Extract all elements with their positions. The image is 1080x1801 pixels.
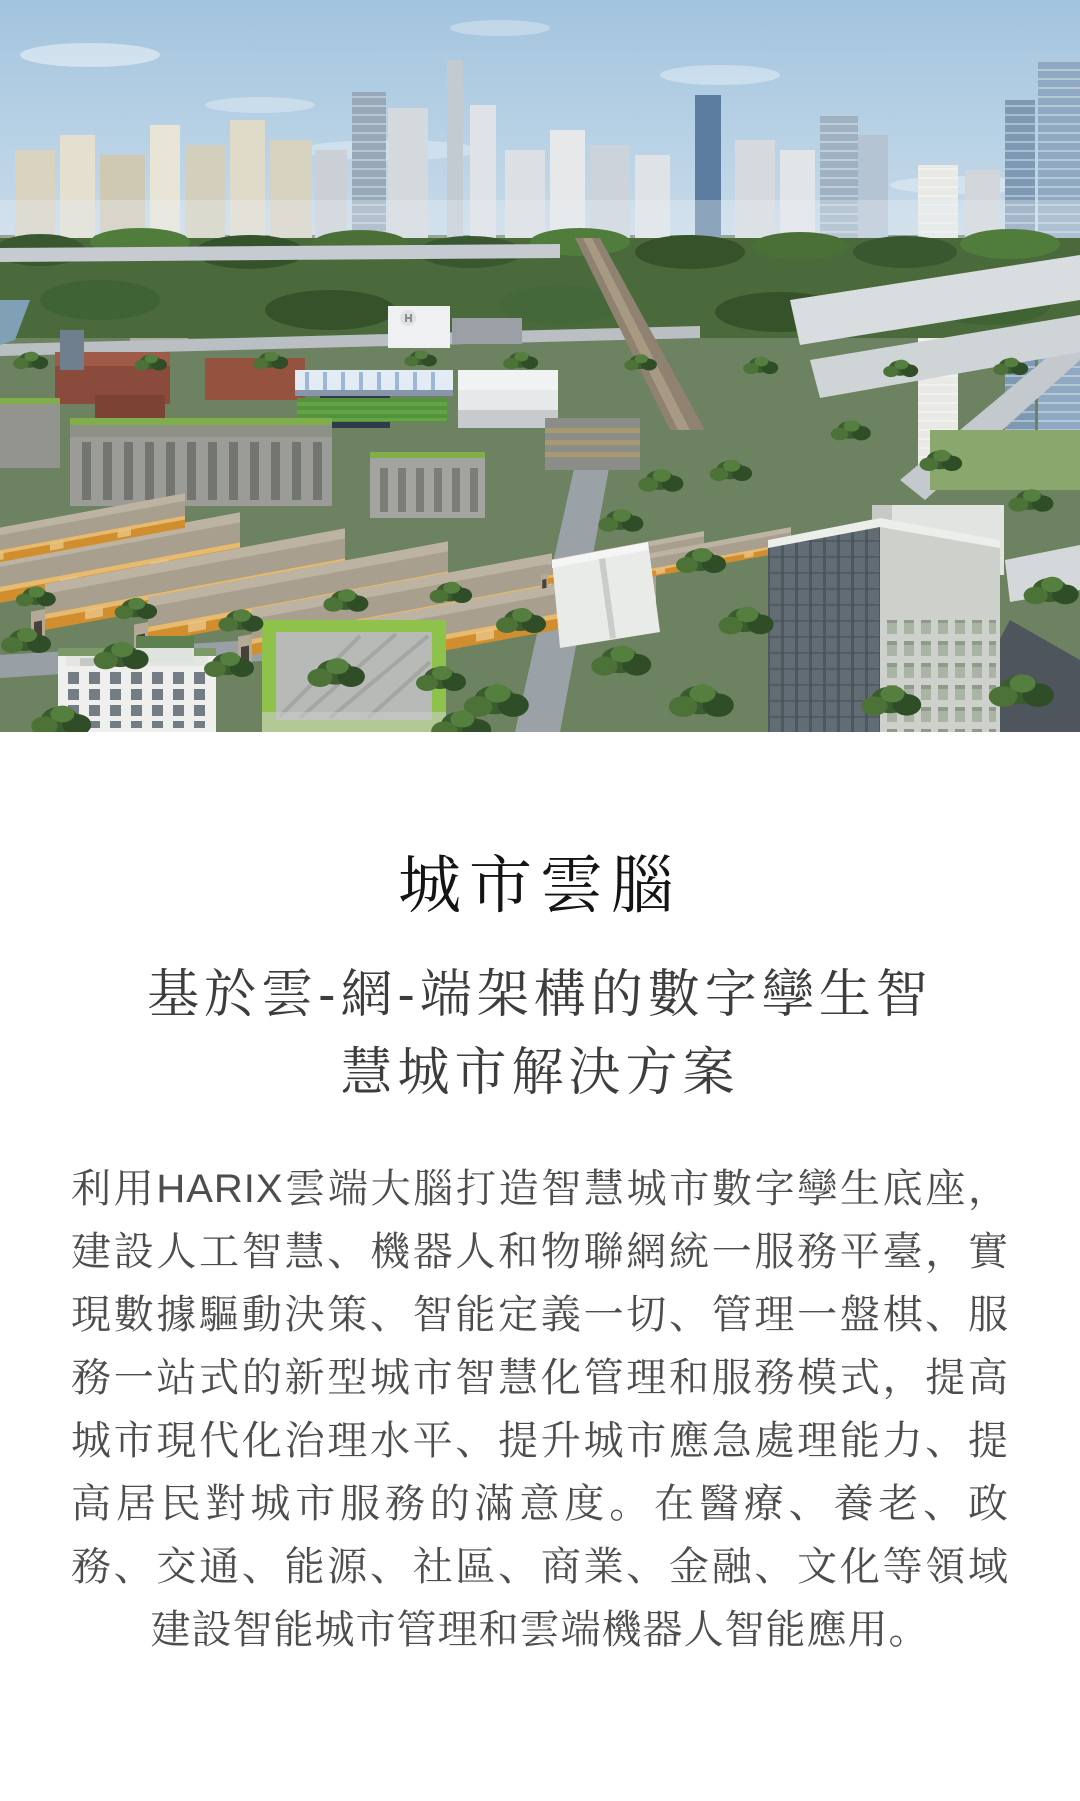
- hero-image: [0, 0, 1080, 732]
- page-subtitle: 基於雲-網-端架構的數字孿生智慧城市解決方案: [147, 965, 933, 1102]
- page-title: 城市雲腦: [398, 851, 682, 921]
- content-section: [0, 851, 1080, 1662]
- body-paragraph: 利用HARIX雲端大腦打造智慧城市數字孿生底座，建設人工智慧、機器人和物聯網統一服務平臺，實現數據驅動決策、智能定義一切、管理一盤棋、服務一站式的新型城市智慧化管理和服務模式，提高城市現代化治理水平、提升城市應急處理能力、提高居民對城市服務的滿意度。在醫療、養老、政務、交通、能源、社區、商業、金融、文化等領域建設智能城市管理和雲端機器人智能應用。: [71, 1166, 1009, 1652]
- city-render-graphic: [0, 0, 1080, 732]
